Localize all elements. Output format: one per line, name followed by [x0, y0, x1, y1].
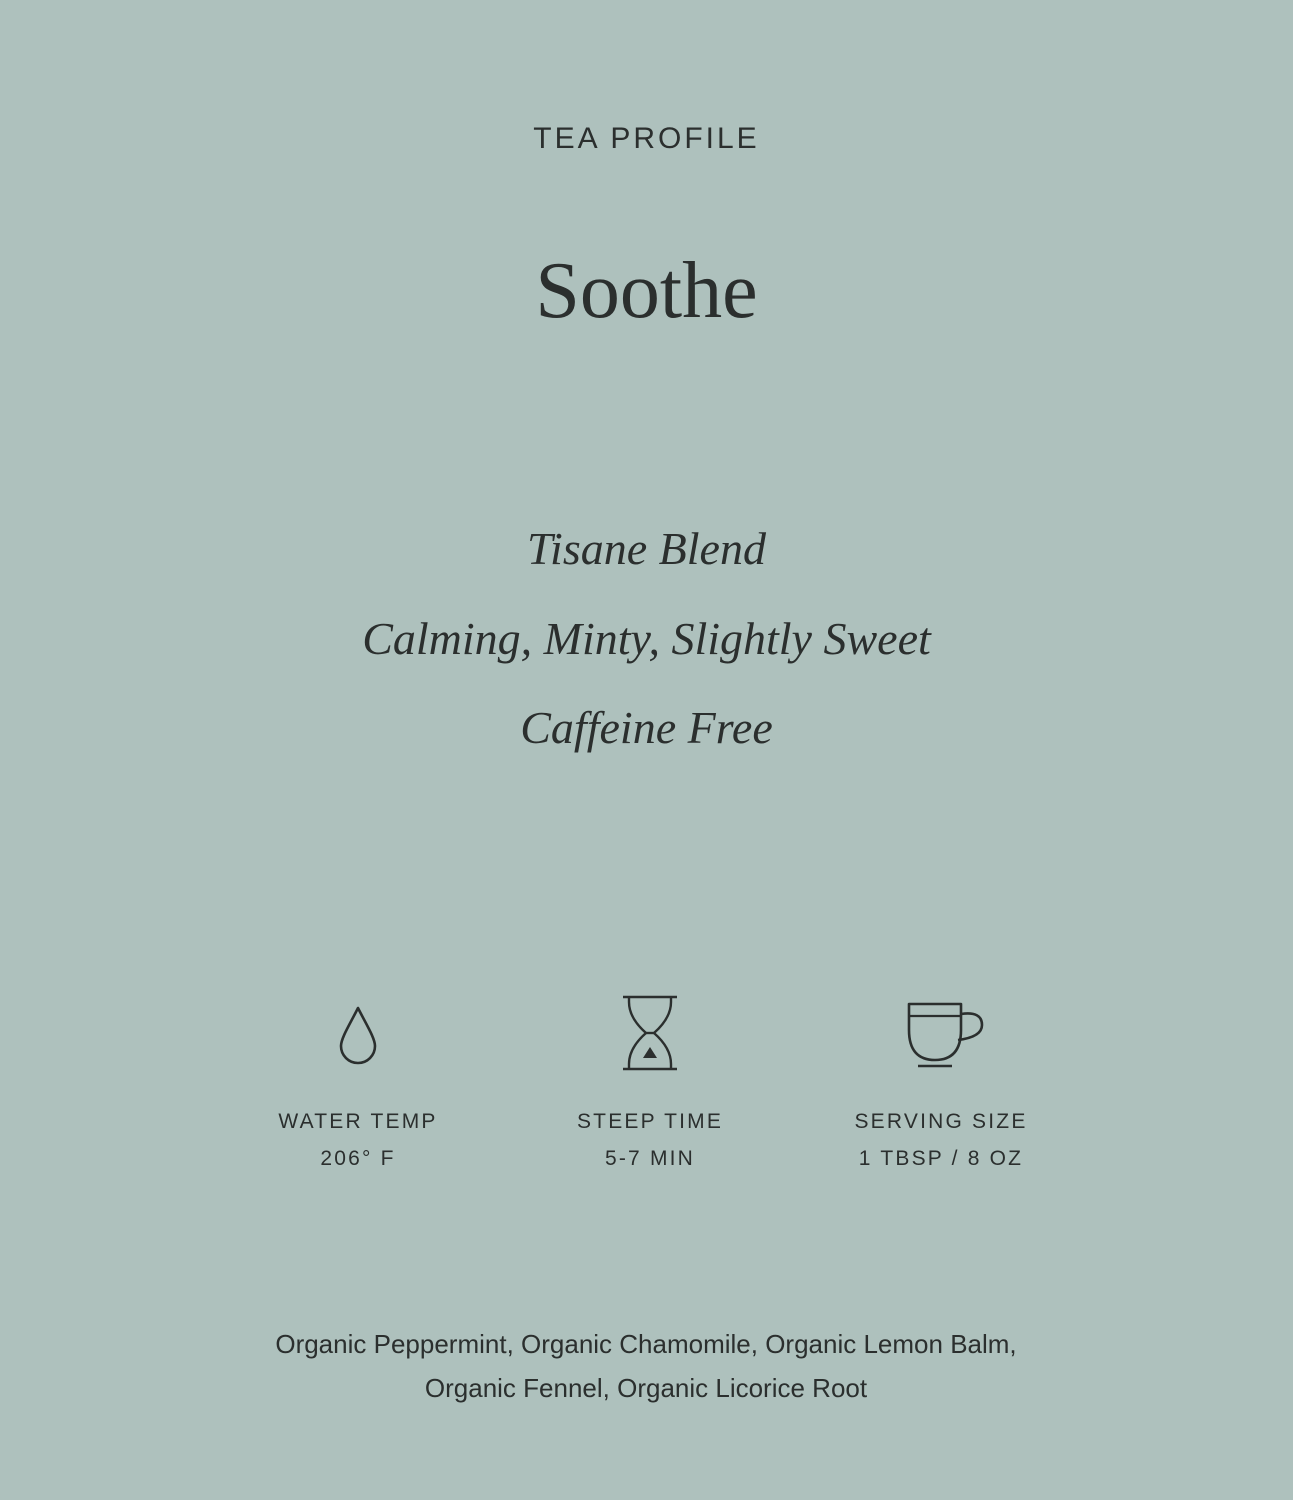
product-title: Soothe — [535, 247, 758, 335]
spec-value: 5-7 MIN — [604, 1147, 696, 1170]
teacup-icon — [896, 990, 986, 1076]
ingredients-line: Organic Peppermint, Organic Chamomile, Organic Lemon Balm, — [275, 1329, 1017, 1359]
spec-label: SERVING SIZE — [854, 1110, 1028, 1133]
profile-flavor: Calming, Minty, Slightly Sweet — [362, 613, 931, 664]
hourglass-icon — [615, 990, 685, 1076]
ingredients-line: Organic Fennel, Organic Licorice Root — [424, 1373, 868, 1403]
eyebrow-heading: TEA PROFILE — [533, 122, 760, 155]
spec-steep-time — [500, 990, 800, 1170]
ingredients-list — [196, 1322, 1096, 1410]
profile-type: Tisane Blend — [527, 523, 766, 574]
spec-serving-size — [791, 990, 1091, 1170]
water-drop-icon — [328, 990, 388, 1076]
spec-water-temp — [208, 990, 508, 1170]
spec-label: WATER TEMP — [278, 1110, 438, 1133]
spec-label: STEEP TIME — [576, 1110, 724, 1133]
profile-caffeine: Caffeine Free — [520, 702, 773, 753]
spec-value: 206° F — [320, 1147, 396, 1170]
spec-value: 1 TBSP / 8 OZ — [858, 1147, 1024, 1170]
